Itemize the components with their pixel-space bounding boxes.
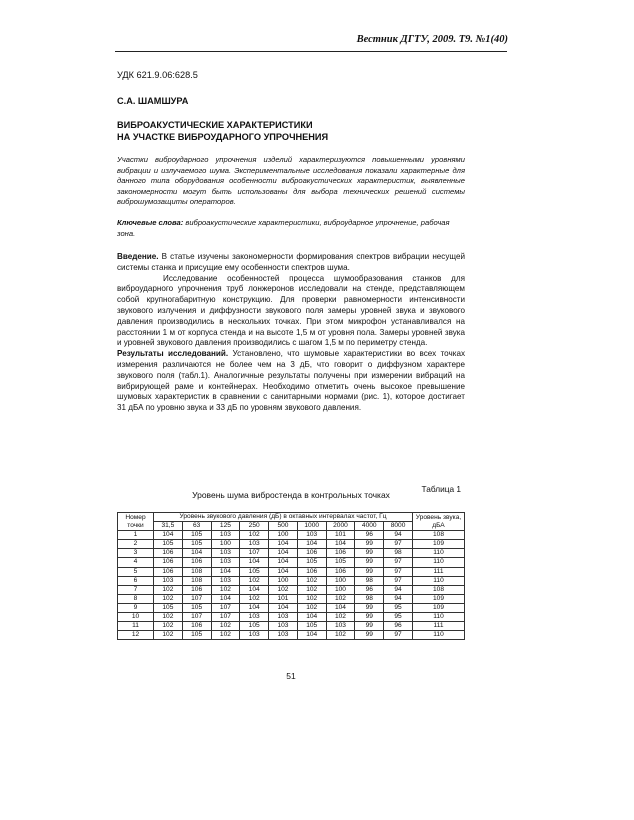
intro-paragraph: [117, 252, 465, 274]
pressure-level-cell: 103: [154, 576, 183, 585]
pressure-level-cell: 107: [182, 613, 211, 622]
table-row: [118, 558, 465, 567]
frequency-header: 8000: [384, 522, 413, 531]
pressure-level-cell: 104: [269, 603, 298, 612]
table-row: [118, 631, 465, 640]
pressure-level-cell: 102: [211, 622, 240, 631]
pressure-level-cell: 106: [154, 567, 183, 576]
keywords: [117, 218, 465, 239]
pressure-level-cell: 102: [154, 613, 183, 622]
pressure-level-cell: 107: [240, 549, 269, 558]
pressure-level-cell: 104: [269, 549, 298, 558]
pressure-level-cell: 107: [211, 603, 240, 612]
header-sound-level: Уровень звука, дБА: [413, 513, 465, 531]
pressure-level-cell: 106: [326, 549, 355, 558]
sound-level-cell: 110: [413, 613, 465, 622]
results-paragraph: [117, 349, 465, 414]
pressure-level-cell: 107: [211, 613, 240, 622]
pressure-level-cell: 108: [182, 576, 211, 585]
pressure-level-cell: 102: [154, 631, 183, 640]
pressure-level-cell: 100: [269, 576, 298, 585]
pressure-level-cell: 102: [326, 631, 355, 640]
table-row: [118, 594, 465, 603]
sound-level-cell: 109: [413, 540, 465, 549]
pressure-level-cell: 102: [154, 622, 183, 631]
pressure-level-cell: 100: [211, 540, 240, 549]
frequency-header: 1000: [297, 522, 326, 531]
pressure-level-cell: 106: [297, 567, 326, 576]
pressure-level-cell: 105: [182, 603, 211, 612]
frequency-header: 500: [269, 522, 298, 531]
pressure-level-cell: 101: [269, 594, 298, 603]
udk-code: УДК 621.9.06:628.5: [117, 70, 198, 80]
point-number-cell: 10: [118, 613, 154, 622]
results-text: Установлено, что шумовые характеристики во всех точках измерения различаются не более чем на 3 дБ, что говорит о диффузном характере звукового поля (табл.1). Аналогичные результаты получены при измерении вибраций на вибрирующей раме и контейнерах. Необходимо отметить очень высокое превышение шумовых характеристик в сравнении с санитарными нормами (рис. 1), которое достигает 31 дБА по уровню звука и 33 дБ по уровням звукового давления.: [117, 349, 465, 413]
pressure-level-cell: 94: [384, 585, 413, 594]
point-number-cell: 2: [118, 540, 154, 549]
sound-level-cell: 111: [413, 567, 465, 576]
pressure-level-cell: 106: [326, 567, 355, 576]
point-number-cell: 9: [118, 603, 154, 612]
article-title: [117, 119, 328, 143]
pressure-level-cell: 97: [384, 540, 413, 549]
pressure-level-cell: 108: [182, 567, 211, 576]
table-row: [118, 603, 465, 612]
pressure-level-cell: 102: [297, 603, 326, 612]
page-number: 51: [286, 671, 296, 681]
pressure-level-cell: 94: [384, 531, 413, 540]
frequency-header: 63: [182, 522, 211, 531]
pressure-level-cell: 104: [182, 549, 211, 558]
pressure-level-cell: 104: [297, 613, 326, 622]
point-number-cell: 1: [118, 531, 154, 540]
header-rule: [115, 51, 507, 52]
pressure-level-cell: 105: [182, 631, 211, 640]
pressure-level-cell: 104: [154, 531, 183, 540]
point-number-cell: 11: [118, 622, 154, 631]
pressure-level-cell: 103: [269, 631, 298, 640]
pressure-level-cell: 103: [211, 549, 240, 558]
pressure-level-cell: 105: [182, 531, 211, 540]
pressure-level-cell: 106: [182, 585, 211, 594]
pressure-level-cell: 96: [384, 622, 413, 631]
table-row: [118, 567, 465, 576]
intro-label: Введение.: [117, 252, 159, 261]
pressure-level-cell: 102: [211, 585, 240, 594]
pressure-level-cell: 104: [211, 594, 240, 603]
pressure-level-cell: 102: [211, 631, 240, 640]
author: С.А. ШАМШУРА: [117, 96, 189, 106]
table-row: [118, 576, 465, 585]
pressure-level-cell: 103: [240, 631, 269, 640]
pressure-level-cell: 105: [240, 567, 269, 576]
method-paragraph: Исследование особенностей процесса шумообразования станков для виброударного упрочнения труб лонжеронов исследовали на стенде, представляющем собой крупногабаритную конструкцию. Для проверки равномерности интенсивности звукового излучения и диффузности звукового поля замеры уровней звука и звукового давления производились в нескольких точках. При этом микрофон устанавливался на расстоянии 1 м от корпуса стенда и на высоте 1,5 м от уровня пола. Замеры уровней звука и уровней звукового давления производились с шагом 1,5 м по периметру стенда.: [117, 273, 465, 348]
table-row: [118, 531, 465, 540]
pressure-level-cell: 103: [326, 622, 355, 631]
point-number-cell: 3: [118, 549, 154, 558]
point-number-cell: 8: [118, 594, 154, 603]
pressure-level-cell: 106: [154, 558, 183, 567]
pressure-level-cell: 100: [326, 576, 355, 585]
pressure-level-cell: 103: [211, 558, 240, 567]
pressure-level-cell: 103: [269, 622, 298, 631]
pressure-level-cell: 103: [240, 540, 269, 549]
pressure-level-cell: 105: [297, 622, 326, 631]
pressure-level-cell: 102: [154, 594, 183, 603]
frequency-header: 250: [240, 522, 269, 531]
pressure-level-cell: 104: [269, 558, 298, 567]
pressure-level-cell: 104: [240, 585, 269, 594]
table-caption: Уровень шума вибростенда в контрольных точках: [192, 490, 390, 500]
pressure-level-cell: 105: [182, 540, 211, 549]
pressure-level-cell: 99: [355, 567, 384, 576]
point-number-cell: 6: [118, 576, 154, 585]
results-label: Результаты исследований.: [117, 349, 229, 359]
pressure-level-cell: 107: [182, 594, 211, 603]
point-number-cell: 7: [118, 585, 154, 594]
pressure-level-cell: 102: [240, 594, 269, 603]
pressure-level-cell: 102: [269, 585, 298, 594]
article-body: [117, 252, 465, 414]
pressure-level-cell: 96: [355, 585, 384, 594]
header-levels: Уровень звукового давления (дБ) в октавных интервалах частот, Гц: [154, 513, 413, 522]
frequency-header: 4000: [355, 522, 384, 531]
pressure-level-cell: 99: [355, 540, 384, 549]
sound-level-cell: 110: [413, 576, 465, 585]
pressure-level-cell: 106: [297, 549, 326, 558]
pressure-level-cell: 97: [384, 631, 413, 640]
header-point: Номер точки: [118, 513, 154, 531]
pressure-level-cell: 102: [240, 531, 269, 540]
pressure-level-cell: 102: [297, 576, 326, 585]
table-row: [118, 540, 465, 549]
pressure-level-cell: 106: [154, 549, 183, 558]
keywords-label: Ключевые слова:: [117, 218, 184, 227]
sound-level-cell: 110: [413, 549, 465, 558]
pressure-level-cell: 104: [240, 558, 269, 567]
pressure-level-cell: 102: [240, 576, 269, 585]
intro-text: В статье изучены закономерности формирования спектров вибрации несущей системы станка и присущие ему особенности спектров шума.: [117, 252, 465, 272]
pressure-level-cell: 98: [384, 549, 413, 558]
frequency-header: 2000: [326, 522, 355, 531]
abstract: Участки виброударного упрочнения изделий характеризуются повышенными уровнями вибрации и излучаемого шума. Экспериментальные исследования показали характерные для данного типа оборудования особенности виброакустических характеристик, выявленные закономерности могут быть использованы для выбора технических решений системы виброшумозащиты операторов.: [117, 155, 465, 207]
point-number-cell: 4: [118, 558, 154, 567]
table-number: Таблица 1: [421, 484, 461, 494]
sound-level-cell: 110: [413, 631, 465, 640]
title-line: ВИБРОАКУСТИЧЕСКИЕ ХАРАКТЕРИСТИКИ: [117, 120, 313, 130]
frequency-header: 31,5: [154, 522, 183, 531]
pressure-level-cell: 105: [154, 603, 183, 612]
pressure-level-cell: 104: [211, 567, 240, 576]
sound-level-cell: 109: [413, 603, 465, 612]
sound-level-cell: 109: [413, 594, 465, 603]
pressure-level-cell: 104: [297, 540, 326, 549]
pressure-level-cell: 103: [269, 613, 298, 622]
pressure-level-cell: 105: [297, 558, 326, 567]
pressure-level-cell: 104: [240, 603, 269, 612]
pressure-level-cell: 94: [384, 594, 413, 603]
pressure-level-cell: 105: [326, 558, 355, 567]
pressure-level-cell: 105: [154, 540, 183, 549]
sound-level-cell: 110: [413, 558, 465, 567]
pressure-level-cell: 97: [384, 567, 413, 576]
keywords-text: виброакустические характеристики, виброударное упрочнение, рабочая зона.: [117, 218, 450, 238]
pressure-level-cell: 104: [269, 540, 298, 549]
pressure-level-cell: 97: [384, 576, 413, 585]
pressure-level-cell: 104: [297, 631, 326, 640]
noise-table: [117, 512, 465, 640]
pressure-level-cell: 100: [326, 585, 355, 594]
table-row: [118, 622, 465, 631]
pressure-level-cell: 106: [182, 558, 211, 567]
sound-level-cell: 108: [413, 585, 465, 594]
pressure-level-cell: 103: [211, 531, 240, 540]
pressure-level-cell: 104: [269, 567, 298, 576]
title-line: НА УЧАСТКЕ ВИБРОУДАРНОГО УПРОЧНЕНИЯ: [117, 132, 329, 142]
pressure-level-cell: 104: [326, 603, 355, 612]
journal-header: Вестник ДГТУ, 2009. Т9. №1(40): [356, 34, 508, 45]
pressure-level-cell: 99: [355, 622, 384, 631]
pressure-level-cell: 96: [355, 531, 384, 540]
table-row: [118, 613, 465, 622]
pressure-level-cell: 103: [211, 576, 240, 585]
pressure-level-cell: 98: [355, 594, 384, 603]
pressure-level-cell: 104: [326, 540, 355, 549]
pressure-level-cell: 102: [297, 594, 326, 603]
table-row: [118, 549, 465, 558]
pressure-level-cell: 102: [326, 594, 355, 603]
pressure-level-cell: 99: [355, 549, 384, 558]
pressure-level-cell: 101: [326, 531, 355, 540]
pressure-level-cell: 106: [182, 622, 211, 631]
frequency-header: 125: [211, 522, 240, 531]
sound-level-cell: 111: [413, 622, 465, 631]
pressure-level-cell: 97: [384, 558, 413, 567]
pressure-level-cell: 102: [297, 585, 326, 594]
pressure-level-cell: 95: [384, 603, 413, 612]
pressure-level-cell: 99: [355, 631, 384, 640]
pressure-level-cell: 98: [355, 576, 384, 585]
point-number-cell: 5: [118, 567, 154, 576]
table-row: [118, 585, 465, 594]
sound-level-cell: 108: [413, 531, 465, 540]
pressure-level-cell: 105: [240, 622, 269, 631]
pressure-level-cell: 102: [154, 585, 183, 594]
pressure-level-cell: 95: [384, 613, 413, 622]
pressure-level-cell: 102: [326, 613, 355, 622]
pressure-level-cell: 103: [240, 613, 269, 622]
pressure-level-cell: 99: [355, 613, 384, 622]
point-number-cell: 12: [118, 631, 154, 640]
pressure-level-cell: 99: [355, 603, 384, 612]
pressure-level-cell: 100: [269, 531, 298, 540]
pressure-level-cell: 103: [297, 531, 326, 540]
pressure-level-cell: 99: [355, 558, 384, 567]
